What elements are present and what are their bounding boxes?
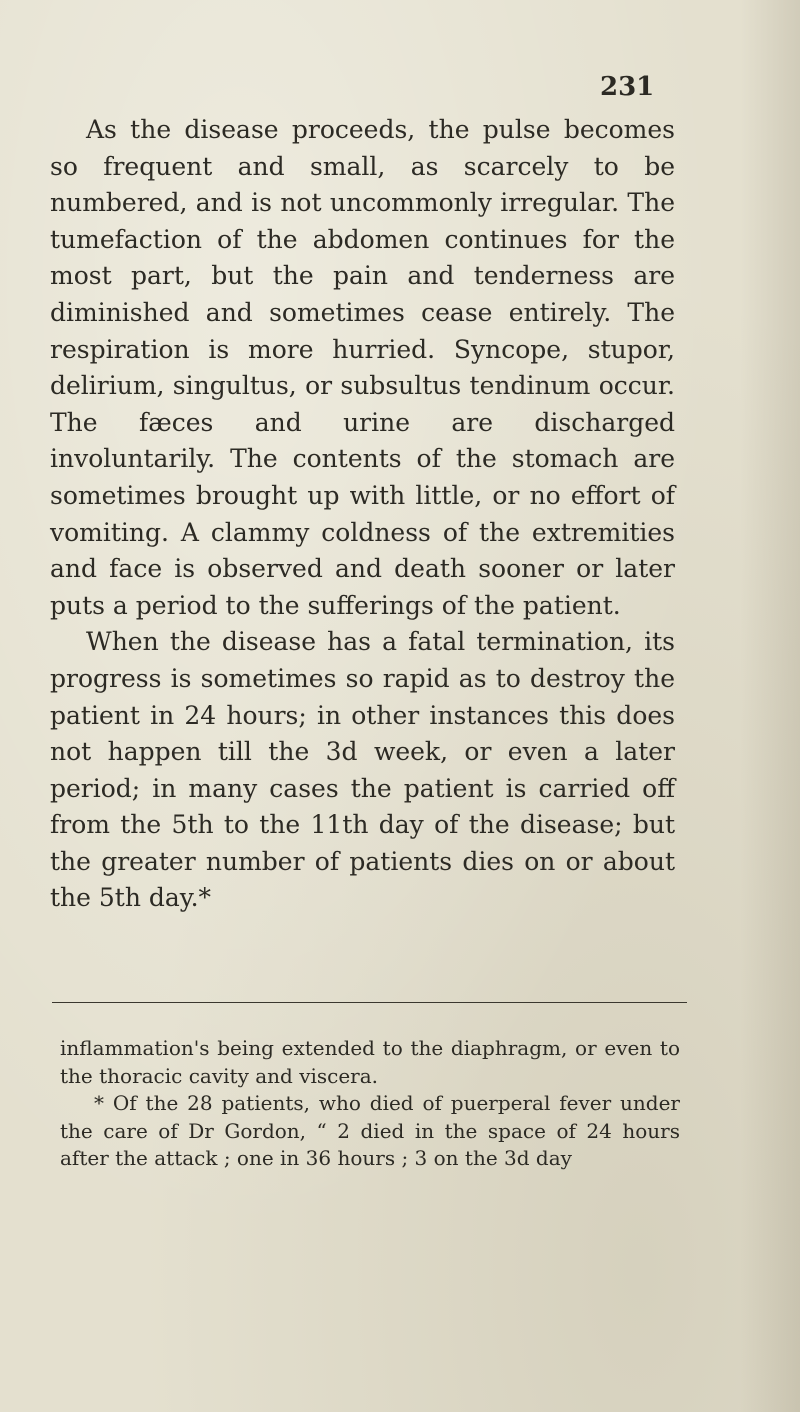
page-number: 231 — [600, 72, 655, 102]
paragraph-disease-progress: As the disease proceeds, the pulse becomes so frequent and small, as scarcely to be numbered, and is not uncommonly irregular. The tumefaction of the abdomen continues for the most part, but the pain and tenderness are diminished and sometimes cease entirely. The respiration is more hurried. Syncope, stupor, delirium, singultus, or subsultus tendinum occur. The fæces and urine are discharged involuntarily. The contents of the stomach are sometimes brought up with little, or no effort of vomiting. A clammy coldness of the extremities and face is observed and death sooner or later puts a period to the sufferings of the patient. — [50, 115, 675, 620]
footnote-continuation: inflammation's being extended to the diaphragm, or even to the thoracic cavity and viscera. — [60, 1036, 680, 1088]
paragraph-fatal-termination: When the disease has a fatal termination, its progress is sometimes so rapid as to destroy the patient in 24 hours; in other instances this does not happen till the 3d week, or even a later period; in many cases the patient is carried off from the 5th to the 11th day of the disease; but the greater number of patients dies on or about the 5th day.* — [50, 627, 675, 913]
footnote-divider — [52, 1002, 687, 1003]
footnotes — [60, 1035, 680, 1173]
footnote-asterisk: * Of the 28 patients, who died of puerperal fever under the care of Dr Gordon, “ 2 died in the space of 24 hours after the attack ; one in 36 hours ; 3 on the 3d day — [60, 1091, 680, 1170]
main-text — [50, 112, 675, 917]
page-edge-shadow — [740, 0, 800, 1412]
